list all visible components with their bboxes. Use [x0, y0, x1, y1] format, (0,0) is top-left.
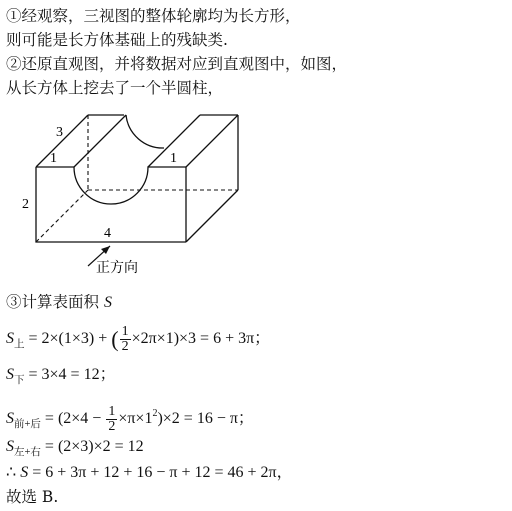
- label-2: 2: [22, 197, 29, 212]
- label-1-left: 1: [50, 151, 57, 166]
- label-4: 4: [104, 226, 111, 241]
- fraction-half: $\frac{1}{2}$: [121, 323, 129, 354]
- solid-figure: [0, 100, 300, 285]
- text-line-4: 从长方体上挖去了一个半圆柱，: [6, 79, 224, 97]
- front-face-outline: [36, 167, 186, 242]
- equation-front-back: $S_{前+后} = (2\times 4$ − $\frac{1}{2}$ $\times\pi\times 1^2)\times 2 = 16 - \pi$；: [6, 403, 254, 434]
- text-line-5: ③计算表面积 S: [6, 293, 112, 311]
- equation-bottom: $S_下 = 3\times 4 = 12$；: [6, 366, 116, 386]
- conclusion: 故选 B.: [6, 488, 59, 506]
- label-3: 3: [56, 125, 63, 140]
- equation-top: $S_上 = 2\times(1\times 3)$ + ( $\frac{1}{2}$ ×2π×1)×3 = 6 + 3π；: [6, 323, 271, 354]
- label-1-right: 1: [170, 151, 177, 166]
- fraction-half: $\frac{1}{2}$: [108, 403, 116, 434]
- back-arc: [126, 115, 164, 148]
- text-line-2: 则可能是长方体基础上的残缺类.: [6, 31, 228, 49]
- text-line-1: ①经观察，三视图的整体轮廓均为长方形，: [6, 7, 301, 25]
- direction-caption: 正方向: [96, 260, 138, 276]
- text-line-3: ②还原直观图，并将数据对应到直观图中，如图，: [6, 55, 348, 73]
- equation-total: ∴ S = 6 + 3π + 12 + 16 − π + 12 = 46 + 2π，: [6, 464, 293, 481]
- equation-left-right: $S_{左+右} = (2\times 3)\times 2 = 12$: [6, 438, 144, 458]
